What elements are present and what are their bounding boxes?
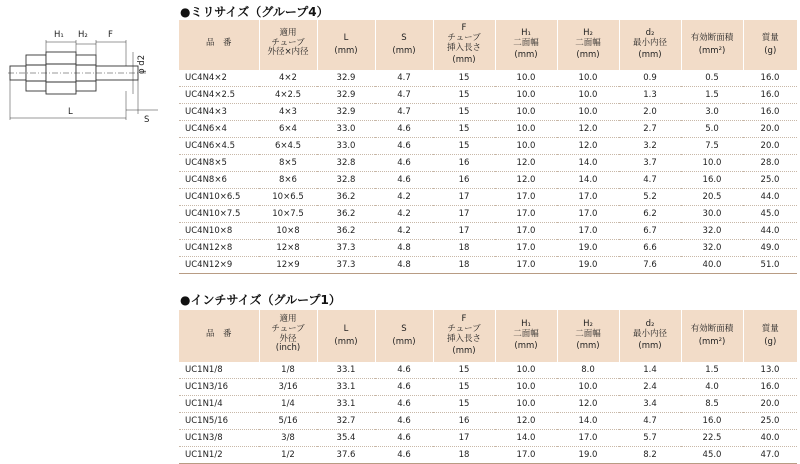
f-label: F (108, 30, 113, 40)
table-cell: 17.0 (495, 206, 557, 223)
table-cell: 17.0 (495, 240, 557, 257)
part-number-cell: UC1N1/8 (179, 362, 259, 379)
table-cell: 4.8 (375, 240, 433, 257)
table-cell: 8.5 (681, 396, 743, 413)
table-cell: 10×6.5 (259, 189, 317, 206)
part-number-cell: UC4N10×7.5 (179, 206, 259, 223)
table-cell: 19.0 (557, 240, 619, 257)
table-cell: 12.0 (495, 413, 557, 430)
header-cell: H₁ 二面幅 (mm) (495, 20, 557, 70)
table-cell: 10.0 (495, 379, 557, 396)
table-body (179, 362, 797, 464)
table-cell: 4.6 (375, 362, 433, 379)
table-cell: 7.6 (619, 257, 681, 274)
table-cell: 5.2 (619, 189, 681, 206)
table-cell: 5.7 (619, 430, 681, 447)
table-row (179, 70, 797, 87)
table-cell: 4×3 (259, 104, 317, 121)
table-cell: 13.0 (743, 362, 797, 379)
part-number-cell: UC1N1/2 (179, 447, 259, 464)
table-row (179, 223, 797, 240)
table-cell: 12×9 (259, 257, 317, 274)
l-label: L (68, 107, 73, 117)
header-cell: H₁ 二面幅 (mm) (495, 310, 557, 362)
table-cell: 17 (433, 189, 495, 206)
table-cell: 20.0 (743, 121, 797, 138)
table-cell: 10.0 (495, 396, 557, 413)
table-cell: 20.0 (743, 138, 797, 155)
table-cell: 17 (433, 430, 495, 447)
table-cell: 10.0 (557, 70, 619, 87)
header-cell: d₂ 最小内径 (mm) (619, 20, 681, 70)
part-number-cell: UC4N6×4 (179, 121, 259, 138)
table-cell: 16 (433, 413, 495, 430)
table-header (179, 310, 797, 362)
table-cell: 8×5 (259, 155, 317, 172)
table-cell: 32.8 (317, 155, 375, 172)
table-cell: 16 (433, 155, 495, 172)
table-cell: 6.2 (619, 206, 681, 223)
table-cell: 1.4 (619, 362, 681, 379)
header-cell: 有効断面積 (mm²) (681, 20, 743, 70)
table-cell: 15 (433, 379, 495, 396)
header-cell: S (mm) (375, 310, 433, 362)
part-number-cell: UC1N3/8 (179, 430, 259, 447)
header-cell: d₂ 最小内径 (mm) (619, 310, 681, 362)
table-cell: 4.8 (375, 257, 433, 274)
table-cell: 4.6 (375, 447, 433, 464)
table-cell: 10×7.5 (259, 206, 317, 223)
table-row (179, 396, 797, 413)
header-cell: F チューブ 挿入長さ (mm) (433, 310, 495, 362)
table-cell: 44.0 (743, 223, 797, 240)
table-cell: 16.0 (743, 70, 797, 87)
table-cell: 17.0 (495, 189, 557, 206)
table-cell: 15 (433, 121, 495, 138)
h2-label: H₂ (78, 30, 88, 40)
table-row (179, 172, 797, 189)
table-cell: 4.6 (375, 413, 433, 430)
table-row (179, 430, 797, 447)
table-header (179, 20, 797, 70)
table-cell: 5/16 (259, 413, 317, 430)
table-cell: 32.8 (317, 172, 375, 189)
table-row (179, 240, 797, 257)
table-cell: 10.0 (495, 70, 557, 87)
table-cell: 12.0 (557, 138, 619, 155)
table-cell: 4.7 (375, 87, 433, 104)
fitting-diagram (8, 22, 168, 142)
table-cell: 4.2 (375, 223, 433, 240)
table-cell: 16.0 (681, 172, 743, 189)
table-row (179, 155, 797, 172)
table-cell: 16.0 (743, 104, 797, 121)
table-row (179, 257, 797, 274)
table-cell: 1.3 (619, 87, 681, 104)
table-cell: 32.9 (317, 104, 375, 121)
table-row (179, 138, 797, 155)
table-cell: 36.2 (317, 223, 375, 240)
table-cell: 20.5 (681, 189, 743, 206)
table-cell: 47.0 (743, 447, 797, 464)
table-cell: 5.0 (681, 121, 743, 138)
table-cell: 33.0 (317, 138, 375, 155)
table-cell: 22.5 (681, 430, 743, 447)
header-cell: 品 番 (179, 20, 259, 70)
table-cell: 4.6 (375, 379, 433, 396)
table-cell: 4×2 (259, 70, 317, 87)
table-cell: 0.5 (681, 70, 743, 87)
header-cell: H₂ 二面幅 (mm) (557, 20, 619, 70)
table-cell: 1.5 (681, 362, 743, 379)
table-cell: 18 (433, 257, 495, 274)
table-cell: 6×4.5 (259, 138, 317, 155)
table-cell: 16.0 (743, 87, 797, 104)
table-cell: 3.7 (619, 155, 681, 172)
table-cell: 10×8 (259, 223, 317, 240)
table-cell: 14.0 (557, 413, 619, 430)
table-cell: 17.0 (557, 223, 619, 240)
header-cell: 適用 チューブ 外径×内径 (259, 20, 317, 70)
table-cell: 16.0 (743, 379, 797, 396)
header-cell: 品 番 (179, 310, 259, 362)
table-cell: 1/2 (259, 447, 317, 464)
part-number-cell: UC4N6×4.5 (179, 138, 259, 155)
table-cell: 14.0 (557, 155, 619, 172)
table-cell: 16.0 (681, 413, 743, 430)
table-row (179, 206, 797, 223)
header-cell: L (mm) (317, 310, 375, 362)
table-cell: 51.0 (743, 257, 797, 274)
table-cell: 17 (433, 223, 495, 240)
table-cell: 33.1 (317, 362, 375, 379)
table-cell: 10.0 (495, 362, 557, 379)
d2-label: φ d2 (137, 54, 147, 74)
table-cell: 17.0 (495, 447, 557, 464)
table-cell: 4.6 (375, 430, 433, 447)
table-cell: 4.6 (375, 121, 433, 138)
table-cell: 18 (433, 240, 495, 257)
table-cell: 6×4 (259, 121, 317, 138)
table-cell: 30.0 (681, 206, 743, 223)
table-cell: 44.0 (743, 189, 797, 206)
part-number-cell: UC4N12×9 (179, 257, 259, 274)
table-cell: 8×6 (259, 172, 317, 189)
table-cell: 15 (433, 396, 495, 413)
table-cell: 1.5 (681, 87, 743, 104)
h1-label: H₁ (54, 30, 64, 40)
header-cell: 有効断面積 (mm²) (681, 310, 743, 362)
header-cell: F チューブ 挿入長さ (mm) (433, 20, 495, 70)
part-number-cell: UC1N1/4 (179, 396, 259, 413)
table-cell: 45.0 (681, 447, 743, 464)
table-cell: 32.7 (317, 413, 375, 430)
table-cell: 3/16 (259, 379, 317, 396)
table-cell: 45.0 (743, 206, 797, 223)
part-number-cell: UC1N3/16 (179, 379, 259, 396)
table-cell: 6.6 (619, 240, 681, 257)
table-cell: 15 (433, 138, 495, 155)
table-cell: 3.2 (619, 138, 681, 155)
table-cell: 3.0 (681, 104, 743, 121)
table-cell: 3.4 (619, 396, 681, 413)
table-cell: 4.6 (375, 138, 433, 155)
table-cell: 8.2 (619, 447, 681, 464)
table-cell: 14.0 (495, 430, 557, 447)
spec-table-mm (179, 20, 797, 274)
table-cell: 40.0 (681, 257, 743, 274)
table-cell: 12×8 (259, 240, 317, 257)
part-number-cell: UC1N5/16 (179, 413, 259, 430)
table-row (179, 87, 797, 104)
header-cell: 適用 チューブ 外径 (inch) (259, 310, 317, 362)
table-cell: 19.0 (557, 447, 619, 464)
s-label: S (144, 115, 150, 125)
table-cell: 3/8 (259, 430, 317, 447)
table-cell: 4.2 (375, 189, 433, 206)
table-cell: 32.0 (681, 240, 743, 257)
part-number-cell: UC4N10×6.5 (179, 189, 259, 206)
table-cell: 10.0 (495, 104, 557, 121)
table-cell: 25.0 (743, 413, 797, 430)
table-cell: 4.2 (375, 206, 433, 223)
table-cell: 4.0 (681, 379, 743, 396)
table-cell: 28.0 (743, 155, 797, 172)
table-cell: 14.0 (557, 172, 619, 189)
table-cell: 12.0 (557, 121, 619, 138)
table-cell: 17 (433, 206, 495, 223)
table-cell: 17.0 (557, 206, 619, 223)
table-cell: 12.0 (495, 172, 557, 189)
table-cell: 40.0 (743, 430, 797, 447)
table-cell: 15 (433, 104, 495, 121)
table-cell: 36.2 (317, 206, 375, 223)
table-cell: 10.0 (557, 379, 619, 396)
part-number-cell: UC4N4×3 (179, 104, 259, 121)
header-cell: L (mm) (317, 20, 375, 70)
table-row (179, 121, 797, 138)
table-cell: 17.0 (495, 223, 557, 240)
part-number-cell: UC4N4×2.5 (179, 87, 259, 104)
part-number-cell: UC4N8×5 (179, 155, 259, 172)
table-cell: 15 (433, 87, 495, 104)
section-title-inch: ●インチサイズ（グループ1） (180, 293, 341, 307)
header-cell: 質量 (g) (743, 20, 797, 70)
table-cell: 18 (433, 447, 495, 464)
table-cell: 4.7 (375, 70, 433, 87)
table-cell: 4.7 (619, 413, 681, 430)
part-number-cell: UC4N10×8 (179, 223, 259, 240)
table-cell: 10.0 (495, 138, 557, 155)
table-row (179, 413, 797, 430)
table-cell: 4.6 (375, 155, 433, 172)
table-row (179, 189, 797, 206)
table-cell: 4.7 (375, 104, 433, 121)
table-cell: 49.0 (743, 240, 797, 257)
table-cell: 32.9 (317, 87, 375, 104)
table-cell: 10.0 (495, 87, 557, 104)
table-cell: 37.6 (317, 447, 375, 464)
table-cell: 32.9 (317, 70, 375, 87)
spec-table-inch (179, 310, 797, 464)
table-cell: 12.0 (557, 396, 619, 413)
table-row (179, 362, 797, 379)
table-cell: 6.7 (619, 223, 681, 240)
table-row (179, 447, 797, 464)
table-cell: 19.0 (557, 257, 619, 274)
table-cell: 4×2.5 (259, 87, 317, 104)
section-title-mm: ●ミリサイズ（グループ4） (180, 5, 329, 19)
table-row (179, 104, 797, 121)
table-cell: 35.4 (317, 430, 375, 447)
table-cell: 32.0 (681, 223, 743, 240)
table-cell: 4.6 (375, 172, 433, 189)
table-cell: 2.4 (619, 379, 681, 396)
table-cell: 7.5 (681, 138, 743, 155)
table-cell: 25.0 (743, 172, 797, 189)
part-number-cell: UC4N8×6 (179, 172, 259, 189)
table-cell: 15 (433, 362, 495, 379)
table-cell: 1/4 (259, 396, 317, 413)
table-cell: 37.3 (317, 240, 375, 257)
table-cell: 1/8 (259, 362, 317, 379)
table-cell: 12.0 (495, 155, 557, 172)
table-cell: 20.0 (743, 396, 797, 413)
part-number-cell: UC4N12×8 (179, 240, 259, 257)
part-number-cell: UC4N4×2 (179, 70, 259, 87)
table-body (179, 70, 797, 274)
table-cell: 33.0 (317, 121, 375, 138)
table-cell: 4.6 (375, 396, 433, 413)
table-cell: 10.0 (557, 104, 619, 121)
table-cell: 37.3 (317, 257, 375, 274)
header-cell: H₂ 二面幅 (mm) (557, 310, 619, 362)
table-cell: 2.7 (619, 121, 681, 138)
table-cell: 0.9 (619, 70, 681, 87)
table-cell: 15 (433, 70, 495, 87)
header-cell: S (mm) (375, 20, 433, 70)
table-cell: 16 (433, 172, 495, 189)
table-cell: 36.2 (317, 189, 375, 206)
table-cell: 8.0 (557, 362, 619, 379)
table-row (179, 379, 797, 396)
table-cell: 17.0 (557, 430, 619, 447)
table-cell: 33.1 (317, 379, 375, 396)
table-cell: 2.0 (619, 104, 681, 121)
table-cell: 17.0 (557, 189, 619, 206)
table-cell: 10.0 (681, 155, 743, 172)
table-cell: 10.0 (557, 87, 619, 104)
table-cell: 4.7 (619, 172, 681, 189)
table-cell: 10.0 (495, 121, 557, 138)
table-cell: 17.0 (495, 257, 557, 274)
table-cell: 33.1 (317, 396, 375, 413)
header-cell: 質量 (g) (743, 310, 797, 362)
